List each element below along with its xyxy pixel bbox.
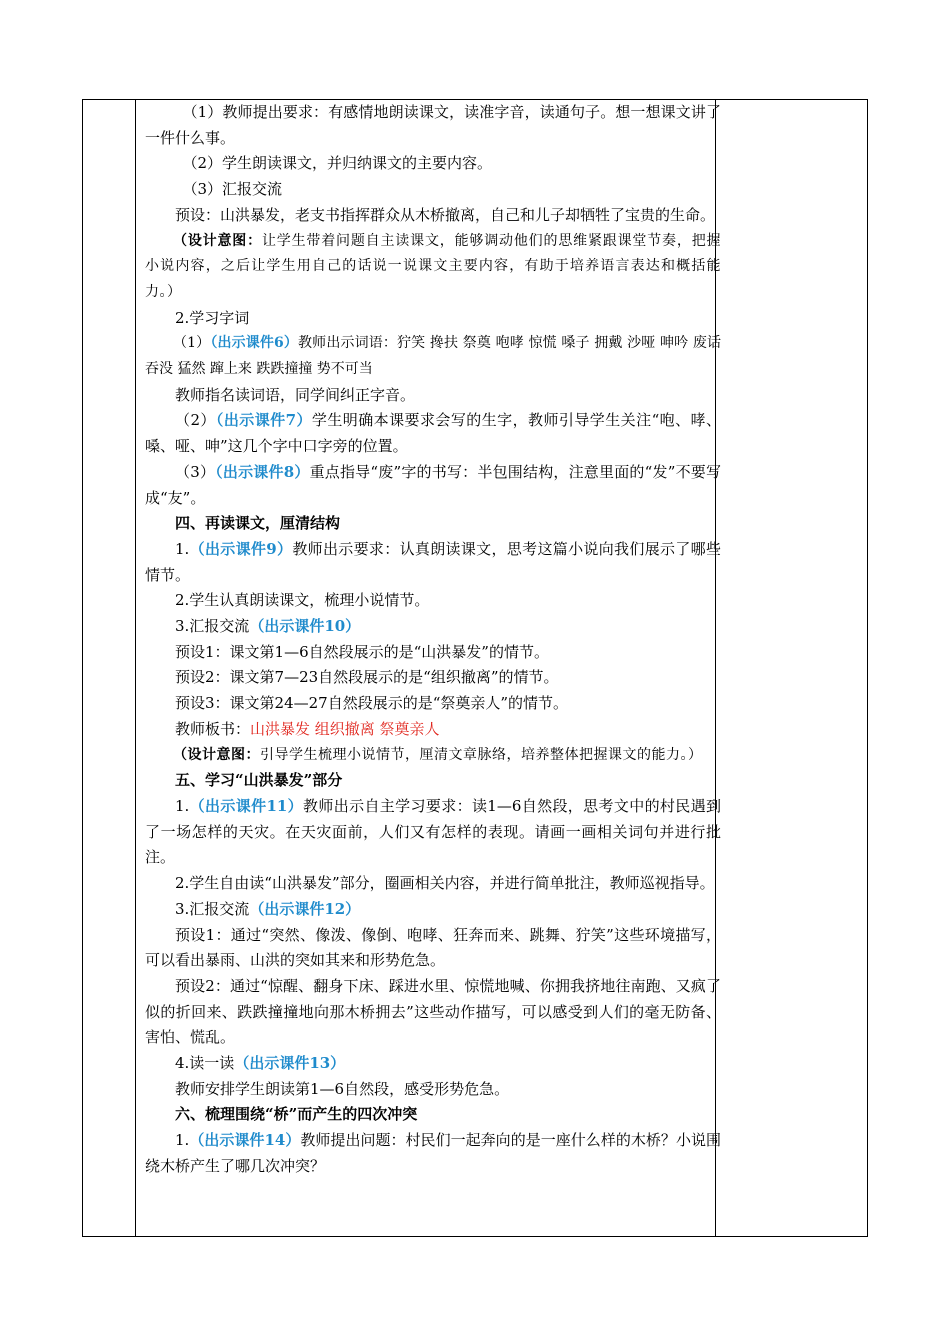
text-run: 预设：山洪暴发，老支书指挥群众从木桥撤离，自己和儿子却牺牲了宝贵的生命。	[175, 205, 716, 224]
text-run: （2）	[175, 411, 216, 430]
text-run: 教师出示词语：狞笑 搀扶 祭奠 咆哮 惊慌 嗓子 拥戴 沙哑 呻吟 废话 吞没 猛然 蹿上来 跌跌撞撞 势不可当	[145, 335, 721, 378]
text-run: 教师指名读词语，同学间纠正字音。	[175, 385, 416, 404]
text-run: 2.学生认真朗读课文，梳理小说情节。	[175, 591, 430, 610]
text-run: （1）教师提出要求：有感情地朗读课文，读准字音，读通句子。想一想课文讲了一件什么事。	[145, 103, 721, 147]
paragraph	[145, 511, 721, 537]
paragraph	[145, 743, 721, 769]
paragraph	[145, 100, 721, 151]
column-divider-left	[135, 100, 136, 1236]
text-run: 让学生带着问题自主读课文，能够调动他们的思维紧跟课堂节奏，把握小说内容，之后让学生用自己的话说一说课文主要内容，有助于培养语言表达和概括能力。）	[145, 232, 722, 300]
text-run: 预设2：课文第7—23自然段展示的是“组织撤离”的情节。	[175, 668, 559, 687]
text-run: 教师出示要求：认真朗读课文，思考这篇小说向我们展示了哪些情节。	[145, 539, 721, 584]
text-run: 预设1：通过“突然、像泼、像倒、咆哮、狂奔而来、跳舞、狞笑”这些环境描写，可以看出暴雨、山洪的突如其来和形势危急。	[145, 925, 721, 970]
courseware-ref: （出示课件9）	[189, 539, 293, 558]
text-run: （3）汇报交流	[182, 180, 283, 199]
paragraph	[145, 640, 721, 666]
text-run: （3）	[175, 462, 216, 481]
bold-text: 设计意图：	[187, 232, 262, 249]
paragraph	[145, 768, 721, 794]
bold-text: （	[173, 746, 188, 763]
bold-text: 六、梳理围绕“桥”而产生的四次冲突	[175, 1105, 418, 1124]
board-writing: 山洪暴发 组织撤离 祭奠亲人	[250, 719, 440, 738]
courseware-ref: （出示课件7）	[215, 411, 312, 430]
paragraph	[145, 1102, 721, 1128]
bold-text: （	[173, 232, 188, 249]
text-run: 3.汇报交流	[175, 617, 250, 636]
text-run: 教师板书：	[175, 719, 251, 738]
text-run: 1.	[175, 796, 190, 815]
text-run: 4.读一读	[175, 1054, 235, 1073]
paragraph	[145, 229, 721, 306]
text-run: （1）	[173, 335, 211, 352]
courseware-ref: （出示课件8）	[215, 462, 310, 481]
paragraph	[145, 588, 721, 614]
paragraph	[145, 408, 721, 459]
text-run: 重点指导“废”字的书写：半包围结构，注意里面的“发”不要写成“友”。	[145, 462, 721, 507]
text-run: 2.学习字词	[175, 308, 250, 327]
paragraph	[145, 614, 721, 640]
paragraph	[145, 691, 721, 717]
text-run: 教师安排学生朗读第1—6自然段，感受形势危急。	[175, 1079, 510, 1098]
paragraph	[145, 974, 721, 1051]
paragraph	[145, 306, 721, 332]
paragraph	[145, 794, 721, 871]
paragraph	[145, 871, 721, 897]
courseware-ref: （出示课件14）	[189, 1131, 301, 1150]
text-run: 教师提出问题：村民们一起奔向的是一座什么样的木桥？小说围绕木桥产生了哪几次冲突？	[145, 1131, 721, 1175]
text-run: 2.学生自由读“山洪暴发”部分，圈画相关内容，并进行简单批注，教师巡视指导。	[175, 874, 715, 893]
paragraph	[145, 1077, 721, 1103]
text-run: 3.汇报交流	[175, 899, 250, 918]
text-run: 预设3：课文第24—27自然段展示的是“祭奠亲人”的情节。	[175, 694, 569, 713]
paragraph	[145, 1128, 721, 1179]
lesson-content-cell	[145, 100, 721, 1180]
paragraph	[145, 665, 721, 691]
text-run: 教师出示自主学习要求：读1—6自然段，思考文中的村民遇到了一场怎样的天灾。在天灾面前，人们又有怎样的表现。请画一画相关词句并进行批注。	[145, 796, 721, 867]
courseware-ref: （出示课件12）	[249, 899, 361, 918]
paragraph	[145, 203, 721, 229]
text-run: 引导学生梳理小说情节，厘清文章脉络，培养整体把握课文的能力。）	[260, 746, 703, 763]
bold-text: 四、再读课文，厘清结构	[175, 514, 341, 533]
bold-text: 设计意图：	[187, 746, 260, 763]
text-run: 预设1：课文第1—6自然段展示的是“山洪暴发”的情节。	[175, 642, 549, 661]
paragraph	[145, 897, 721, 923]
lesson-table	[82, 99, 868, 1237]
paragraph	[145, 923, 721, 974]
paragraph	[145, 177, 721, 203]
paragraph	[145, 383, 721, 409]
text-run: 学生明确本课要求会写的生字，教师引导学生关注“咆、哮、嗓、哑、呻”这几个字中口字旁的位置。	[145, 411, 721, 456]
paragraph	[145, 717, 721, 743]
bold-text: 五、学习“山洪暴发”部分	[175, 771, 343, 790]
paragraph	[145, 537, 721, 588]
paragraph	[145, 151, 721, 177]
paragraph	[145, 460, 721, 511]
paragraph	[145, 1051, 721, 1077]
paragraph	[145, 331, 721, 382]
text-run: 1.	[175, 539, 190, 558]
text-run: （2）学生朗读课文，并归纳课文的主要内容。	[182, 154, 493, 173]
courseware-ref: （出示课件13）	[234, 1054, 346, 1073]
text-run: 1.	[175, 1131, 190, 1150]
courseware-ref: （出示课件10）	[249, 617, 361, 636]
courseware-ref: （出示课件6）	[210, 335, 299, 352]
text-run: 预设2：通过“惊醒、翻身下床、踩进水里、惊慌地喊、你拥我挤地往南跑、又疯了似的折回来、跌跌撞撞地向那木桥拥去”这些动作描写，可以感受到人们的毫无防备、害怕、慌乱。	[145, 976, 721, 1047]
courseware-ref: （出示课件11）	[189, 796, 304, 815]
